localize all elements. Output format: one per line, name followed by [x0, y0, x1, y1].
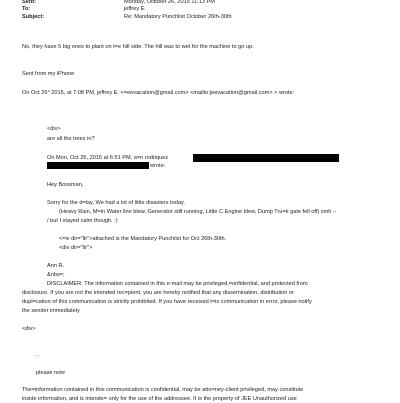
footer-line: inside information, and is intende= only for the use of the addressee. It is the property of JEE Unauthorized use [22, 396, 297, 402]
subject-value: Re: Mandatory Punchlist October 26th-30th [124, 14, 232, 20]
div-open: <div> [47, 126, 61, 132]
subject-label: Subject: [22, 14, 45, 20]
message-line: / but I stayed calm though. :) [47, 218, 118, 224]
nested-header-wrote: wrote: [150, 163, 166, 169]
quote-header: On Oct 26° 2015, at 7:08 PM, jeffrey E. <=eevacation@gmail.com> <mailto:jeevacation@gmail.com> > wrote: [22, 90, 295, 96]
disclaimer-line: the sender immediately [22, 308, 80, 314]
sig-name: Ann R. [47, 263, 65, 269]
div-close: <div> [22, 326, 36, 332]
to-value: jeffrey E. [124, 6, 146, 12]
to-label: To: [22, 6, 31, 12]
message-line: Sorry for the d=lay, We had a lot of little disasters today. [47, 200, 185, 206]
ellipsis: .. [36, 352, 40, 358]
reply-text: No, they have 5 big ones to plant on t=e hill side. The hill was to wet for the machine to go up. [22, 44, 254, 50]
disclaimer-line: disclosure. If you are not the intended rec=pient, you are hereby notified that any dissemination, distribution or [22, 290, 294, 296]
redaction-bar [193, 154, 339, 162]
greeting: Hey Bossman, [47, 182, 84, 188]
signature: Sent from my iPhone [22, 71, 75, 77]
footer-line: The=information contained in this communication is confidential, may be atto=ney-client privileged, may constitute [22, 387, 304, 393]
sent-label: Sent: [22, 0, 36, 5]
message-line: (Heavy Rain, M=in Water line blew, Generator still running, Little C Engine blew, Dump Tru=k gate fell off) smh :- [59, 209, 337, 215]
div-ltr: <div dir="ltr"> [59, 245, 93, 251]
disclaimer-line: DISCLAIMER: The information contained in this e-mail may be privileged,=onfidential, and protected from [47, 281, 308, 287]
nbsp-text: &nbs=; [47, 272, 65, 278]
attach-line: <=iv dir="ltr">attached is the Mandatory Punchlist for Oct 26th-30th. [59, 236, 227, 242]
please-note: please note [36, 370, 65, 376]
sent-value: Monday, October 26, 2015 11:13 PM [124, 0, 215, 5]
redaction-bar [47, 162, 149, 169]
disclaimer-line: dupl=cation of this communication is strictly prohibited. If you have received t=is communication in error, please notify [22, 299, 312, 305]
question: are all the trees in? [47, 136, 95, 142]
nested-header: On Mon, Oct 26, 2015 at 6:51 PM, a=n rodriquez [47, 155, 169, 161]
